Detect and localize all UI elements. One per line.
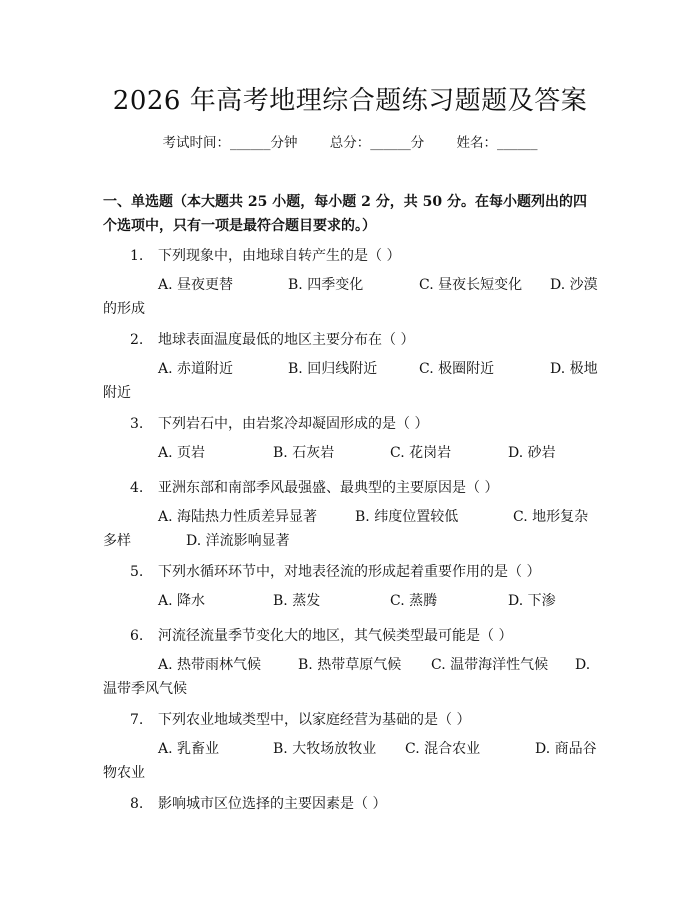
exam-meta — [0, 131, 700, 151]
option-c: C. 昼夜长短变化 — [419, 277, 523, 293]
option-c: C. 混合农业 — [405, 741, 481, 757]
question-6 — [130, 625, 512, 645]
question-number: 3. — [130, 416, 144, 432]
option-b: B. 纬度位置较低 — [355, 509, 459, 525]
question-number: 5. — [130, 564, 144, 580]
option-c: C. 极圈附近 — [419, 361, 495, 377]
page-title: 2026 年高考地理综合题练习题题及答案 — [112, 86, 588, 116]
option-continuation: 多样 — [103, 533, 131, 549]
option-c: C. 蒸腾 — [390, 593, 438, 609]
option-a: A. 昼夜更替 — [158, 277, 234, 293]
question-stem: 下列岩石中，由岩浆冷却凝固形成的是（ ） — [158, 416, 429, 432]
options-1 — [103, 273, 598, 321]
option-a: A. 乳畜业 — [158, 741, 220, 757]
option-b: B. 蒸发 — [273, 593, 321, 609]
option-b: B. 回归线附近 — [288, 361, 378, 377]
option-a: A. 海陆热力性质差异显著 — [158, 509, 318, 525]
option-a: A. 赤道附近 — [158, 361, 234, 377]
option-continuation: 物农业 — [103, 765, 145, 781]
option-a: A. 页岩 — [158, 445, 206, 461]
question-stem: 地球表面温度最低的地区主要分布在（ ） — [158, 332, 415, 348]
exam-time: 考试时间：______分钟 — [162, 135, 298, 151]
option-d: D. 砂岩 — [508, 445, 556, 461]
option-a: A. 热带雨林气候 — [158, 657, 262, 673]
question-7 — [130, 709, 470, 729]
options-4 — [103, 505, 598, 553]
option-d: D. 沙漠 — [550, 277, 598, 293]
options-7 — [103, 737, 598, 785]
option-d: D. 极地 — [550, 361, 598, 377]
question-2 — [130, 329, 414, 349]
options-6 — [103, 653, 598, 701]
question-1 — [130, 245, 400, 265]
question-5 — [130, 561, 540, 581]
option-d: D. 商品谷 — [535, 741, 597, 757]
question-stem: 影响城市区位选择的主要因素是（ ） — [158, 796, 387, 812]
option-continuation: 附近 — [103, 385, 131, 401]
option-d: D. — [575, 657, 591, 673]
option-continuation: 温带季风气候 — [103, 681, 187, 697]
question-number: 6. — [130, 628, 144, 644]
question-number: 8. — [130, 796, 144, 812]
option-c: C. 地形复杂 — [513, 509, 589, 525]
question-stem: 亚洲东部和南部季风最强盛、最典型的主要原因是（ ） — [158, 480, 499, 496]
option-b: B. 热带草原气候 — [298, 657, 402, 673]
question-stem: 下列现象中，由地球自转产生的是（ ） — [158, 248, 401, 264]
options-3 — [103, 441, 598, 465]
question-3 — [130, 413, 428, 433]
question-stem: 河流径流量季节变化大的地区，其气候类型最可能是（ ） — [158, 628, 513, 644]
question-8 — [130, 793, 386, 813]
question-number: 4. — [130, 480, 144, 496]
option-c: C. 温带海洋性气候 — [431, 657, 549, 673]
option-a: A. 降水 — [158, 593, 206, 609]
option-b: B. 石灰岩 — [273, 445, 335, 461]
option-b: B. 大牧场放牧业 — [273, 741, 377, 757]
option-c: C. 花岗岩 — [390, 445, 452, 461]
question-number: 2. — [130, 332, 144, 348]
question-number: 7. — [130, 712, 144, 728]
question-stem: 下列水循环环节中，对地表径流的形成起着重要作用的是（ ） — [158, 564, 541, 580]
section-heading: 一、单选题（本大题共 25 小题，每小题 2 分，共 50 分。在每小题列出的四个选项中，只有一项是最符合题目要求的。） — [103, 194, 587, 234]
student-name: 姓名：______ — [456, 135, 538, 151]
option-d: D. 下渗 — [508, 593, 556, 609]
question-number: 1. — [130, 248, 144, 264]
options-5 — [103, 589, 598, 613]
option-d: D. 洋流影响显著 — [186, 533, 290, 549]
option-b: B. 四季变化 — [288, 277, 364, 293]
total-score: 总分：______分 — [329, 135, 425, 151]
options-2 — [103, 357, 598, 405]
option-continuation: 的形成 — [103, 301, 145, 317]
question-4 — [130, 477, 498, 497]
question-stem: 下列农业地域类型中，以家庭经营为基础的是（ ） — [158, 712, 471, 728]
